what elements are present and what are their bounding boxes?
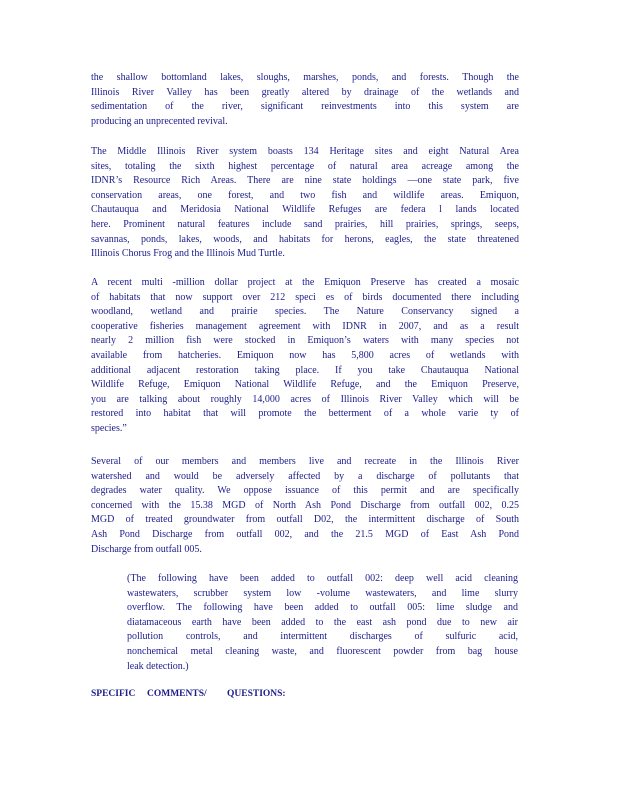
paragraph-intro-wetlands	[91, 71, 519, 129]
text-line: you are talking about roughly 14,000 acres of Illinois River Valley which will be	[91, 393, 519, 405]
text-line: nearly 2 million fish were stocked in Emiquon’s waters with many species not	[91, 335, 519, 347]
paragraph-outfall-additions	[127, 572, 518, 674]
text-line: additional adjacent restoration taking place. If you take Chautauqua National	[91, 364, 519, 376]
text-line: degrades water quality. We oppose issuance of this permit and are specifically	[91, 485, 519, 497]
text-line: pollution controls, and intermittent discharges of sulfuric acid,	[127, 631, 518, 643]
text-line: species.”	[91, 422, 127, 434]
text-line: MGD of treated groundwater from outfall D02, the intermittent discharge of South	[91, 514, 519, 526]
text-line: diatamaceous earth have been added to the east ash pond due to new air	[127, 616, 518, 628]
section-heading	[91, 689, 291, 699]
heading-word-specific: SPECIFIC	[91, 689, 136, 699]
text-line: watershed and would be adversely affected by a discharge of pollutants that	[91, 470, 519, 482]
text-line: Discharge from outfall 005.	[91, 543, 202, 555]
text-line: Chautauqua and Meridosia National Wildlife Refuges are federa l lands located	[91, 204, 519, 216]
text-line: conservation areas, one forest, and two fish and wildlife areas. Emiquon,	[91, 189, 519, 201]
text-line: woodland, wetland and prairie species. The Nature Conservancy signed a	[91, 306, 519, 318]
text-line: IDNR’s Resource Rich Areas. There are nine state holdings —one state park, five	[91, 175, 519, 187]
text-line: concerned with the 15.38 MGD of North Ash Pond Discharge from outfall 002, 0.25	[91, 499, 519, 511]
text-line: (The following have been added to outfall 002: deep well acid cleaning	[127, 573, 518, 584]
text-line: Ash Pond Discharge from outfall 002, and the 21.5 MGD of East Ash Pond	[91, 528, 519, 540]
text-line: Illinois River Valley has been greatly altered by drainage of the wetlands and	[91, 86, 519, 98]
heading-word-questions: QUESTIONS:	[227, 689, 286, 699]
heading-word-comments: COMMENTS/	[147, 689, 207, 699]
text-line: restored into habitat that will promote the betterment of a whole varie ty of	[91, 408, 519, 420]
text-line: nonchemical metal cleaning waste, and fluorescent powder from bag house	[127, 645, 518, 657]
text-line: Illinois Chorus Frog and the Illinois Mud Turtle.	[91, 248, 285, 260]
text-line: savannas, ponds, lakes, woods, and habitats for herons, eagles, the state threatened	[91, 233, 519, 245]
text-line: sites, totaling the sixth highest percentage of natural area acreage among the	[91, 160, 519, 172]
text-line: The Middle Illinois River system boasts 134 Heritage sites and eight Natural Area	[91, 146, 519, 157]
text-line: cooperative fisheries management agreement with IDNR in 2007, and as a result	[91, 320, 519, 332]
text-line: the shallow bottomland lakes, sloughs, marshes, ponds, and forests. Though the	[91, 72, 519, 83]
text-line: Several of our members and members live and recreate in the Illinois River	[91, 456, 519, 467]
text-line: of habitats that now support over 212 speci es of birds documented there including	[91, 291, 519, 303]
paragraph-middle-illinois	[91, 145, 519, 262]
text-line: overflow. The following have been added to outfall 005: lime sludge and	[127, 602, 518, 614]
text-line: here. Prominent natural features include sand prairies, hill prairies, springs, seeps,	[91, 218, 519, 230]
text-line: available from hatcheries. Emiquon now has 5,800 acres of wetlands with	[91, 349, 519, 361]
text-line: producing an unprecented revival.	[91, 115, 228, 127]
text-line: leak detection.)	[127, 660, 189, 672]
text-line: A recent multi ‐million dollar project at the Emiquon Preserve has created a mosaic	[91, 277, 519, 288]
text-line: wastewaters, scrubber system low ‐volume wastewaters, and lime slurry	[127, 587, 518, 599]
text-line: Wildlife Refuge, Emiquon National Wildlife Refuge, and the Emiquon Preserve,	[91, 379, 519, 391]
paragraph-emiquon-project	[91, 276, 519, 437]
paragraph-members-oppose	[91, 455, 519, 557]
text-line: sedimentation of the river, significant reinvestments into this system are	[91, 101, 519, 113]
